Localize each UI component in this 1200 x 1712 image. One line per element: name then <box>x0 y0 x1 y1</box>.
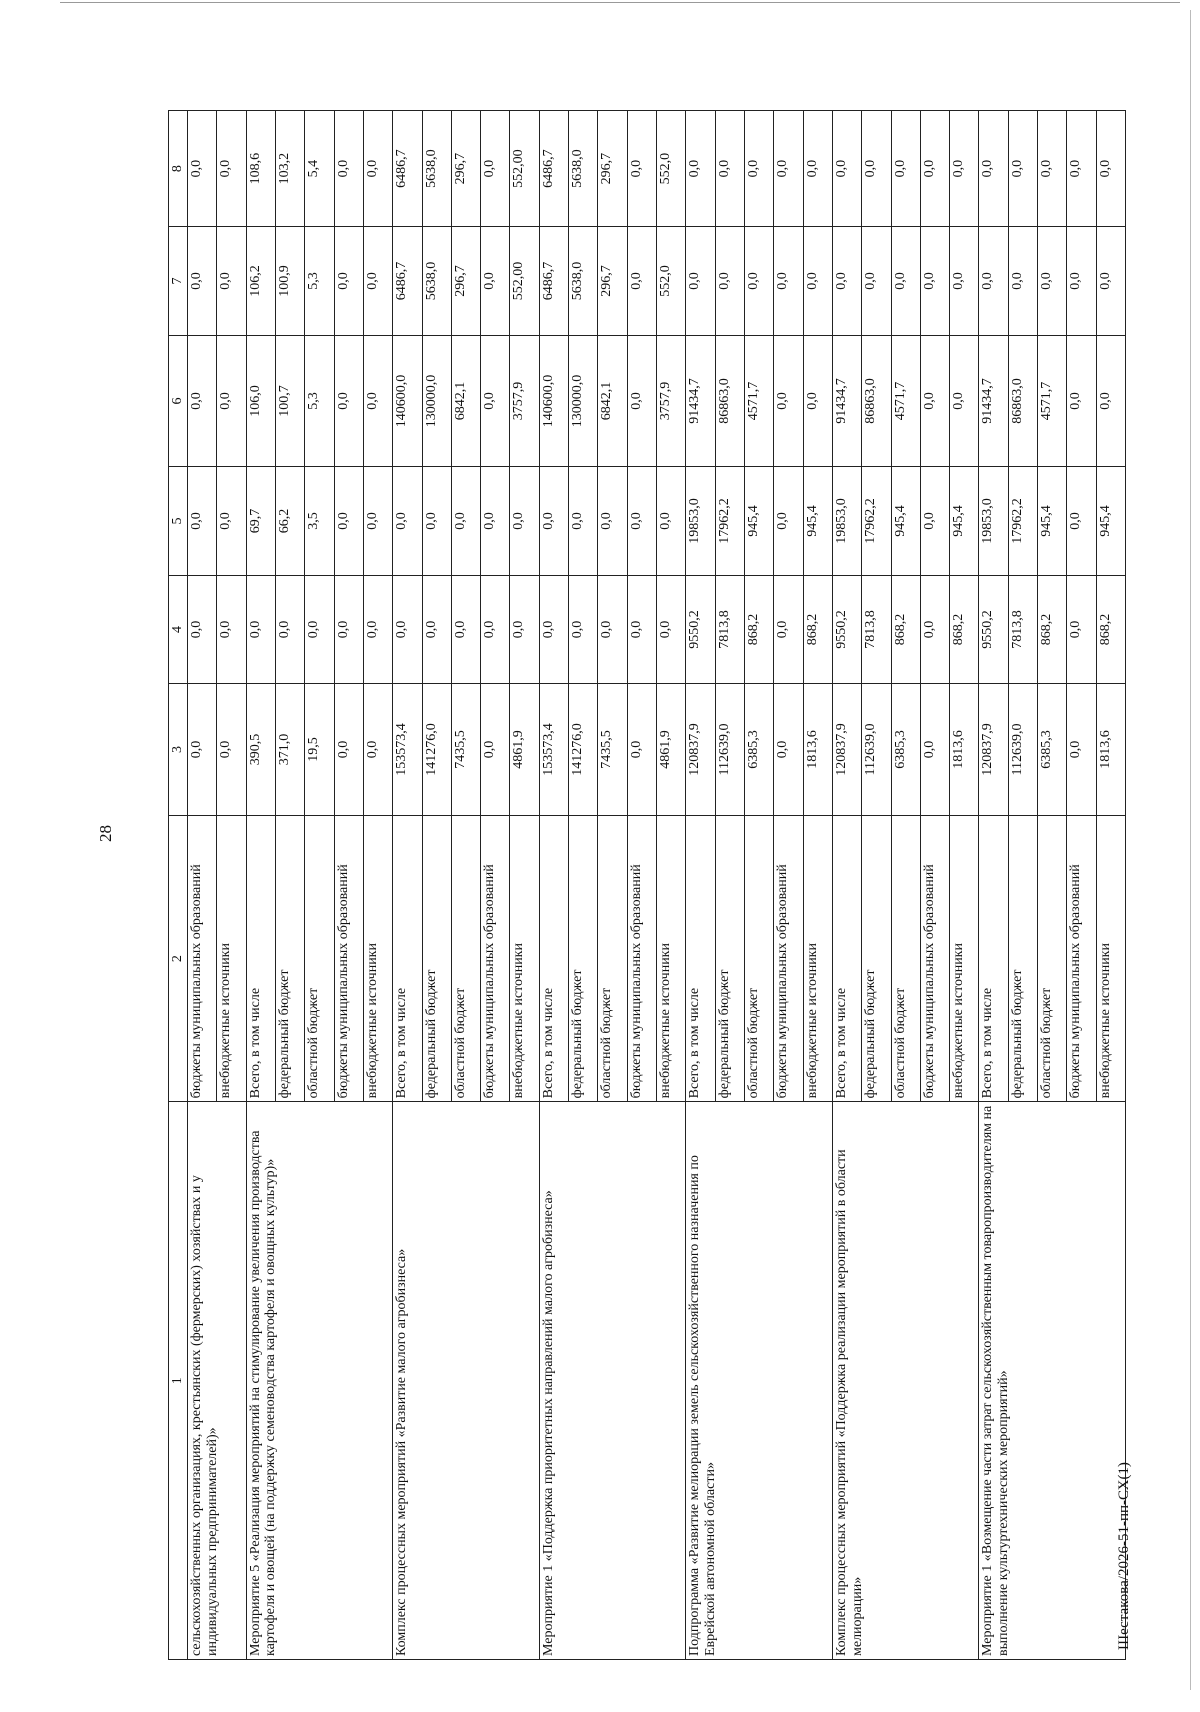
amount-cell: 86863,0 <box>715 335 744 467</box>
amount-cell: 86863,0 <box>862 335 891 467</box>
amount-cell: 0,0 <box>510 575 539 683</box>
funding-source-cell: федеральный бюджет <box>862 815 891 1102</box>
top-rule <box>60 2 1180 3</box>
footer-document-code: Шестакова/2026-51-пп-СХ(1) <box>1116 1462 1132 1650</box>
amount-cell: 868,2 <box>744 575 773 683</box>
amount-cell: 0,0 <box>950 227 979 335</box>
amount-cell: 7435,5 <box>451 684 480 816</box>
funding-source-cell: областной бюджет <box>451 815 480 1102</box>
rotated-table-container <box>168 110 1126 1660</box>
amount-cell: 0,0 <box>1008 111 1037 227</box>
amount-cell: 0,0 <box>334 227 363 335</box>
amount-cell: 0,0 <box>627 575 656 683</box>
amount-cell: 7435,5 <box>598 684 627 816</box>
amount-cell: 0,0 <box>422 467 451 575</box>
amount-cell: 140600,0 <box>393 335 422 467</box>
amount-cell: 7813,8 <box>862 575 891 683</box>
amount-cell: 0,0 <box>1067 227 1096 335</box>
amount-cell: 108,6 <box>246 111 275 227</box>
amount-cell: 0,0 <box>1096 111 1125 227</box>
amount-cell: 91434,7 <box>832 335 861 467</box>
amount-cell: 945,4 <box>950 467 979 575</box>
amount-cell: 0,0 <box>246 575 275 683</box>
amount-cell: 100,9 <box>275 227 304 335</box>
amount-cell: 6486,7 <box>393 111 422 227</box>
amount-cell: 0,0 <box>774 111 803 227</box>
amount-cell: 5,3 <box>305 335 334 467</box>
amount-cell: 0,0 <box>188 684 217 816</box>
col-header: 3 <box>169 684 188 816</box>
table-row <box>393 111 422 1660</box>
amount-cell: 0,0 <box>188 575 217 683</box>
funding-source-cell: бюджеты муниципальных образований <box>920 815 949 1102</box>
amount-cell: 1813,6 <box>803 684 832 816</box>
amount-cell: 0,0 <box>217 111 246 227</box>
amount-cell: 5638,0 <box>569 111 598 227</box>
amount-cell: 120837,9 <box>979 684 1008 816</box>
amount-cell: 9550,2 <box>832 575 861 683</box>
amount-cell: 6486,7 <box>393 227 422 335</box>
funding-source-cell: Всего, в том числе <box>979 815 1008 1102</box>
amount-cell: 0,0 <box>862 111 891 227</box>
amount-cell: 552,00 <box>510 227 539 335</box>
amount-cell: 0,0 <box>481 467 510 575</box>
col-header: 5 <box>169 467 188 575</box>
funding-source-cell: областной бюджет <box>1038 815 1067 1102</box>
amount-cell: 0,0 <box>363 575 392 683</box>
amount-cell: 0,0 <box>188 111 217 227</box>
amount-cell: 91434,7 <box>979 335 1008 467</box>
amount-cell: 0,0 <box>1067 467 1096 575</box>
amount-cell: 0,0 <box>657 575 686 683</box>
amount-cell: 0,0 <box>1038 111 1067 227</box>
funding-source-cell: бюджеты муниципальных образований <box>774 815 803 1102</box>
amount-cell: 17962,2 <box>715 467 744 575</box>
col-header: 8 <box>169 111 188 227</box>
amount-cell: 7813,8 <box>715 575 744 683</box>
amount-cell: 0,0 <box>715 111 744 227</box>
amount-cell: 112639,0 <box>715 684 744 816</box>
amount-cell: 0,0 <box>363 684 392 816</box>
amount-cell: 5,3 <box>305 227 334 335</box>
amount-cell: 868,2 <box>891 575 920 683</box>
funding-source-cell: федеральный бюджет <box>715 815 744 1102</box>
amount-cell: 0,0 <box>1067 335 1096 467</box>
amount-cell: 4861,9 <box>657 684 686 816</box>
right-rule <box>1190 10 1191 1690</box>
amount-cell: 140600,0 <box>539 335 568 467</box>
table-row <box>832 111 861 1660</box>
program-title-cell: Мероприятие 1 «Поддержка приоритетных направлений малого агробизнеса» <box>539 1102 686 1660</box>
amount-cell: 0,0 <box>744 227 773 335</box>
funding-source-cell: внебюджетные источники <box>363 815 392 1102</box>
amount-cell: 6385,3 <box>1038 684 1067 816</box>
amount-cell: 1813,6 <box>950 684 979 816</box>
amount-cell: 0,0 <box>363 227 392 335</box>
funding-source-cell: областной бюджет <box>305 815 334 1102</box>
amount-cell: 0,0 <box>217 335 246 467</box>
amount-cell: 0,0 <box>275 575 304 683</box>
amount-cell: 0,0 <box>188 227 217 335</box>
funding-source-cell: бюджеты муниципальных образований <box>188 815 217 1102</box>
amount-cell: 0,0 <box>217 684 246 816</box>
amount-cell: 0,0 <box>481 575 510 683</box>
table-header-row <box>169 111 188 1660</box>
col-header: 4 <box>169 575 188 683</box>
funding-source-cell: внебюджетные источники <box>657 815 686 1102</box>
amount-cell: 6842,1 <box>598 335 627 467</box>
amount-cell: 100,7 <box>275 335 304 467</box>
amount-cell: 552,00 <box>510 111 539 227</box>
amount-cell: 0,0 <box>481 111 510 227</box>
program-title-cell: сельскохозяйственных организациях, крестьянских (фермерских) хозяйствах и у индивидуальных предпринимателей)» <box>188 1102 247 1660</box>
amount-cell: 0,0 <box>598 467 627 575</box>
table-row <box>246 111 275 1660</box>
amount-cell: 0,0 <box>920 684 949 816</box>
amount-cell: 0,0 <box>451 467 480 575</box>
amount-cell: 0,0 <box>891 227 920 335</box>
amount-cell: 19853,0 <box>979 467 1008 575</box>
amount-cell: 0,0 <box>569 575 598 683</box>
amount-cell: 130000,0 <box>422 335 451 467</box>
program-title-cell: Мероприятие 5 «Реализация мероприятий на стимулирование увеличения производства картофеля и овощей (на поддержку семеноводства картофеля и овощных культур)» <box>246 1102 393 1660</box>
amount-cell: 0,0 <box>979 111 1008 227</box>
program-title-cell: Комплекс процессных мероприятий «Развитие малого агробизнеса» <box>393 1102 540 1660</box>
amount-cell: 86863,0 <box>1008 335 1037 467</box>
amount-cell: 4571,7 <box>891 335 920 467</box>
program-title-cell: Мероприятие 1 «Возмещение части затрат сельскохозяйственным товаропроизводителям на выполнение культуртехнических мероприятий» <box>979 1102 1126 1660</box>
amount-cell: 0,0 <box>686 227 715 335</box>
amount-cell: 0,0 <box>1067 111 1096 227</box>
amount-cell: 0,0 <box>188 335 217 467</box>
amount-cell: 0,0 <box>627 335 656 467</box>
program-title-cell: Комплекс процессных мероприятий «Поддержка реализации мероприятий в области мелиорации» <box>832 1102 979 1660</box>
amount-cell: 17962,2 <box>862 467 891 575</box>
amount-cell: 3757,9 <box>510 335 539 467</box>
amount-cell: 6385,3 <box>744 684 773 816</box>
amount-cell: 106,0 <box>246 335 275 467</box>
amount-cell: 0,0 <box>803 227 832 335</box>
amount-cell: 106,2 <box>246 227 275 335</box>
amount-cell: 0,0 <box>920 227 949 335</box>
amount-cell: 296,7 <box>598 111 627 227</box>
budget-table <box>168 110 1126 1660</box>
amount-cell: 0,0 <box>1008 227 1037 335</box>
amount-cell: 0,0 <box>451 575 480 683</box>
amount-cell: 153573,4 <box>539 684 568 816</box>
col-header: 6 <box>169 335 188 467</box>
funding-source-cell: Всего, в том числе <box>539 815 568 1102</box>
amount-cell: 9550,2 <box>979 575 1008 683</box>
amount-cell: 5638,0 <box>569 227 598 335</box>
amount-cell: 6486,7 <box>539 227 568 335</box>
col-header: 1 <box>169 1102 188 1660</box>
amount-cell: 0,0 <box>920 335 949 467</box>
amount-cell: 0,0 <box>481 227 510 335</box>
table-row <box>539 111 568 1660</box>
amount-cell: 0,0 <box>598 575 627 683</box>
amount-cell: 112639,0 <box>862 684 891 816</box>
funding-source-cell: Всего, в том числе <box>246 815 275 1102</box>
amount-cell: 17962,2 <box>1008 467 1037 575</box>
amount-cell: 19,5 <box>305 684 334 816</box>
funding-source-cell: областной бюджет <box>744 815 773 1102</box>
amount-cell: 0,0 <box>774 575 803 683</box>
table-row <box>188 111 217 1660</box>
amount-cell: 0,0 <box>217 467 246 575</box>
amount-cell: 0,0 <box>979 227 1008 335</box>
amount-cell: 0,0 <box>334 111 363 227</box>
amount-cell: 19853,0 <box>832 467 861 575</box>
amount-cell: 5638,0 <box>422 111 451 227</box>
amount-cell: 0,0 <box>744 111 773 227</box>
amount-cell: 945,4 <box>1038 467 1067 575</box>
amount-cell: 0,0 <box>363 467 392 575</box>
table-body <box>188 111 1126 1660</box>
funding-source-cell: Всего, в том числе <box>686 815 715 1102</box>
amount-cell: 0,0 <box>891 111 920 227</box>
amount-cell: 141276,0 <box>569 684 598 816</box>
amount-cell: 0,0 <box>334 335 363 467</box>
amount-cell: 0,0 <box>950 111 979 227</box>
amount-cell: 3,5 <box>305 467 334 575</box>
funding-source-cell: федеральный бюджет <box>275 815 304 1102</box>
amount-cell: 0,0 <box>510 467 539 575</box>
amount-cell: 4861,9 <box>510 684 539 816</box>
funding-source-cell: федеральный бюджет <box>569 815 598 1102</box>
amount-cell: 1813,6 <box>1096 684 1125 816</box>
amount-cell: 0,0 <box>393 467 422 575</box>
amount-cell: 0,0 <box>363 335 392 467</box>
amount-cell: 0,0 <box>862 227 891 335</box>
amount-cell: 0,0 <box>774 684 803 816</box>
amount-cell: 0,0 <box>569 467 598 575</box>
amount-cell: 0,0 <box>539 467 568 575</box>
amount-cell: 91434,7 <box>686 335 715 467</box>
amount-cell: 0,0 <box>627 111 656 227</box>
amount-cell: 296,7 <box>451 111 480 227</box>
funding-source-cell: федеральный бюджет <box>1008 815 1037 1102</box>
amount-cell: 0,0 <box>627 684 656 816</box>
amount-cell: 153573,4 <box>393 684 422 816</box>
amount-cell: 0,0 <box>774 467 803 575</box>
amount-cell: 0,0 <box>803 111 832 227</box>
amount-cell: 0,0 <box>363 111 392 227</box>
amount-cell: 0,0 <box>481 335 510 467</box>
funding-source-cell: бюджеты муниципальных образований <box>627 815 656 1102</box>
amount-cell: 0,0 <box>217 227 246 335</box>
amount-cell: 0,0 <box>217 575 246 683</box>
amount-cell: 0,0 <box>715 227 744 335</box>
amount-cell: 945,4 <box>744 467 773 575</box>
amount-cell: 9550,2 <box>686 575 715 683</box>
amount-cell: 6842,1 <box>451 335 480 467</box>
amount-cell: 0,0 <box>803 335 832 467</box>
amount-cell: 130000,0 <box>569 335 598 467</box>
funding-source-cell: внебюджетные источники <box>803 815 832 1102</box>
funding-source-cell: внебюджетные источники <box>217 815 246 1102</box>
amount-cell: 0,0 <box>920 467 949 575</box>
amount-cell: 0,0 <box>393 575 422 683</box>
amount-cell: 945,4 <box>891 467 920 575</box>
table-row <box>686 111 715 1660</box>
amount-cell: 868,2 <box>803 575 832 683</box>
amount-cell: 4571,7 <box>1038 335 1067 467</box>
funding-source-cell: федеральный бюджет <box>422 815 451 1102</box>
amount-cell: 0,0 <box>774 335 803 467</box>
amount-cell: 66,2 <box>275 467 304 575</box>
amount-cell: 7813,8 <box>1008 575 1037 683</box>
amount-cell: 0,0 <box>539 575 568 683</box>
amount-cell: 0,0 <box>188 467 217 575</box>
funding-source-cell: областной бюджет <box>598 815 627 1102</box>
amount-cell: 552,0 <box>657 111 686 227</box>
amount-cell: 0,0 <box>1096 335 1125 467</box>
amount-cell: 552,0 <box>657 227 686 335</box>
table-row <box>979 111 1008 1660</box>
amount-cell: 0,0 <box>305 575 334 683</box>
amount-cell: 390,5 <box>246 684 275 816</box>
amount-cell: 868,2 <box>950 575 979 683</box>
col-header: 7 <box>169 227 188 335</box>
funding-source-cell: бюджеты муниципальных образований <box>1067 815 1096 1102</box>
amount-cell: 945,4 <box>1096 467 1125 575</box>
amount-cell: 4571,7 <box>744 335 773 467</box>
amount-cell: 296,7 <box>451 227 480 335</box>
amount-cell: 0,0 <box>832 111 861 227</box>
amount-cell: 0,0 <box>1067 684 1096 816</box>
amount-cell: 0,0 <box>1096 227 1125 335</box>
amount-cell: 120837,9 <box>686 684 715 816</box>
amount-cell: 868,2 <box>1096 575 1125 683</box>
amount-cell: 0,0 <box>920 111 949 227</box>
funding-source-cell: внебюджетные источники <box>950 815 979 1102</box>
amount-cell: 0,0 <box>1067 575 1096 683</box>
amount-cell: 69,7 <box>246 467 275 575</box>
amount-cell: 0,0 <box>832 227 861 335</box>
col-header: 2 <box>169 815 188 1102</box>
page-number: 28 <box>96 825 115 842</box>
funding-source-cell: Всего, в том числе <box>393 815 422 1102</box>
amount-cell: 0,0 <box>627 227 656 335</box>
amount-cell: 0,0 <box>481 684 510 816</box>
amount-cell: 3757,9 <box>657 335 686 467</box>
amount-cell: 6486,7 <box>539 111 568 227</box>
amount-cell: 0,0 <box>774 227 803 335</box>
amount-cell: 0,0 <box>422 575 451 683</box>
funding-source-cell: областной бюджет <box>891 815 920 1102</box>
amount-cell: 0,0 <box>686 111 715 227</box>
amount-cell: 5638,0 <box>422 227 451 335</box>
amount-cell: 120837,9 <box>832 684 861 816</box>
funding-source-cell: Всего, в том числе <box>832 815 861 1102</box>
amount-cell: 19853,0 <box>686 467 715 575</box>
amount-cell: 0,0 <box>334 684 363 816</box>
amount-cell: 868,2 <box>1038 575 1067 683</box>
amount-cell: 0,0 <box>627 467 656 575</box>
amount-cell: 0,0 <box>334 467 363 575</box>
funding-source-cell: бюджеты муниципальных образований <box>481 815 510 1102</box>
amount-cell: 296,7 <box>598 227 627 335</box>
amount-cell: 945,4 <box>803 467 832 575</box>
program-title-cell: Подпрограмма «Развитие мелиорации земель сельскохозяйственного назначения по Еврейской автономной области» <box>686 1102 833 1660</box>
amount-cell: 103,2 <box>275 111 304 227</box>
funding-source-cell: внебюджетные источники <box>1096 815 1125 1102</box>
amount-cell: 371,0 <box>275 684 304 816</box>
amount-cell: 112639,0 <box>1008 684 1037 816</box>
amount-cell: 0,0 <box>334 575 363 683</box>
amount-cell: 0,0 <box>1038 227 1067 335</box>
funding-source-cell: бюджеты муниципальных образований <box>334 815 363 1102</box>
amount-cell: 5,4 <box>305 111 334 227</box>
amount-cell: 141276,0 <box>422 684 451 816</box>
funding-source-cell: внебюджетные источники <box>510 815 539 1102</box>
amount-cell: 0,0 <box>920 575 949 683</box>
amount-cell: 0,0 <box>950 335 979 467</box>
amount-cell: 6385,3 <box>891 684 920 816</box>
amount-cell: 0,0 <box>657 467 686 575</box>
